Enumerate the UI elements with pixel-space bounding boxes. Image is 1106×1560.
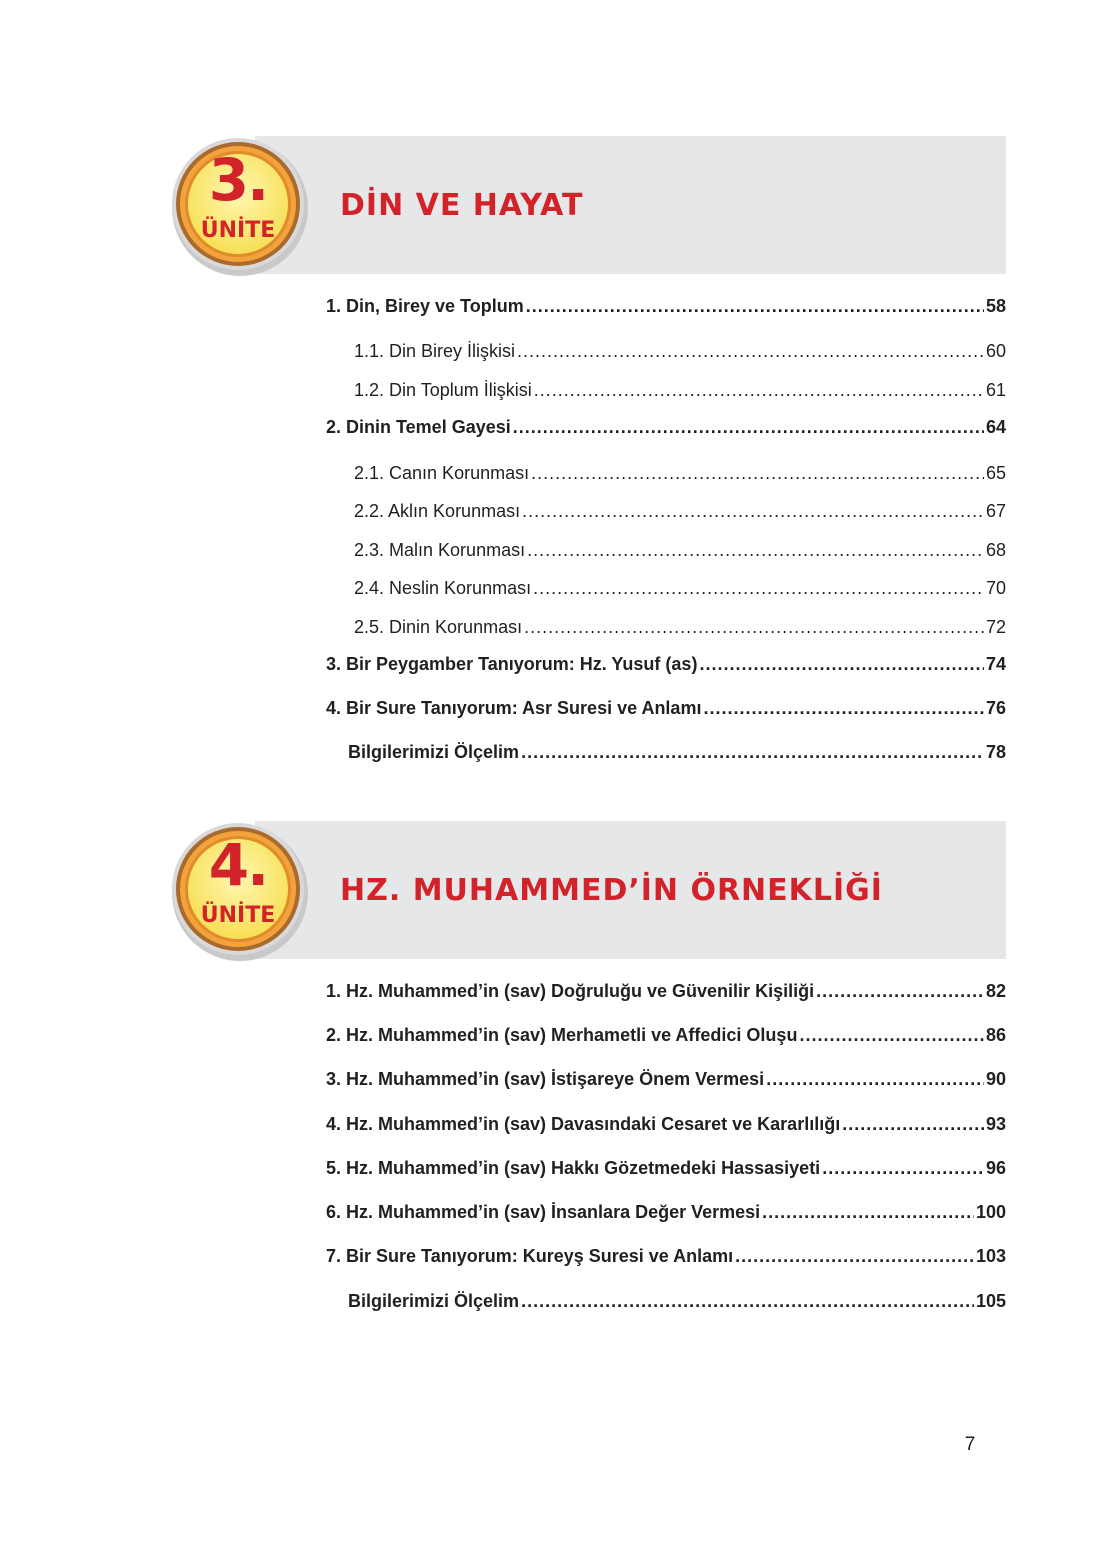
toc-entry-title: Bilgilerimizi Ölçelim [348, 742, 520, 762]
toc-entry[interactable] [326, 696, 1006, 720]
toc-entry-title: 6. Hz. Muhammed’in (sav) İnsanlara Değer Vermesi [326, 1202, 761, 1222]
unit-3-number: 3. [208, 146, 268, 214]
toc-leader-dots [521, 740, 984, 764]
toc-entry-page: 60 [985, 341, 1006, 361]
toc-entry-title: 2. Dinin Temel Gayesi [326, 417, 511, 437]
toc-entry[interactable] [326, 1244, 1006, 1268]
toc-leader-dots [703, 696, 984, 720]
toc-entry-title: 1. Hz. Muhammed’in (sav) Doğruluğu ve Güvenilir Kişiliği [326, 981, 815, 1001]
unit-3-title: DİN VE HAYAT [340, 188, 584, 223]
unit-4-label: ÜNİTE [200, 903, 276, 928]
toc-leader-dots [522, 499, 984, 523]
toc-entry[interactable] [326, 979, 1006, 1003]
toc-entry-page: 86 [985, 1025, 1006, 1045]
toc-entry-title: 3. Hz. Muhammed’in (sav) İstişareye Önem Vermesi [326, 1069, 765, 1089]
toc-leader-dots [534, 378, 984, 402]
toc-entry-page: 65 [985, 463, 1006, 483]
toc-entry[interactable] [354, 339, 1006, 363]
toc-entry[interactable] [354, 499, 1006, 523]
toc-entry-title: 2.3. Malın Korunması [354, 540, 526, 560]
toc-entry[interactable] [354, 461, 1006, 485]
toc-entry[interactable] [326, 652, 1006, 676]
toc-entry[interactable] [326, 1156, 1006, 1180]
toc-leader-dots [524, 615, 984, 639]
toc-entry-page: 74 [985, 654, 1006, 674]
toc-entry-title: 4. Hz. Muhammed’in (sav) Davasındaki Cesaret ve Kararlılığı [326, 1114, 841, 1134]
toc-entry-page: 72 [985, 617, 1006, 637]
toc-entry-title: Bilgilerimizi Ölçelim [348, 1291, 520, 1311]
toc-entry[interactable] [348, 1289, 1006, 1313]
toc-entry-page: 58 [985, 296, 1006, 316]
toc-leader-dots [822, 1156, 984, 1180]
toc-entry-title: 7. Bir Sure Tanıyorum: Kureyş Suresi ve Anlamı [326, 1246, 734, 1266]
toc-entry-page: 100 [975, 1202, 1006, 1222]
toc-leader-dots [533, 576, 984, 600]
toc-entry-title: 2. Hz. Muhammed’in (sav) Merhametli ve Affedici Oluşu [326, 1025, 798, 1045]
toc-entry-page: 103 [975, 1246, 1006, 1266]
toc-entry-title: 2.4. Neslin Korunması [354, 578, 532, 598]
toc-leader-dots [699, 652, 984, 676]
toc-entry[interactable] [326, 1112, 1006, 1136]
unit-3-label: ÜNİTE [200, 218, 276, 243]
toc-entry-page: 82 [985, 981, 1006, 1001]
toc-leader-dots [735, 1244, 974, 1268]
toc-entry-title: 5. Hz. Muhammed’in (sav) Hakkı Gözetmedeki Hassasiyeti [326, 1158, 821, 1178]
toc-leader-dots [521, 1289, 974, 1313]
unit-3-badge [170, 136, 310, 276]
toc-leader-dots [762, 1200, 974, 1224]
toc-entry-title: 2.5. Dinin Korunması [354, 617, 523, 637]
toc-entry[interactable] [326, 1067, 1006, 1091]
toc-entry-page: 67 [985, 501, 1006, 521]
toc-entry-title: 2.1. Canın Korunması [354, 463, 530, 483]
toc-leader-dots [517, 339, 984, 363]
toc-entry[interactable] [354, 378, 1006, 402]
toc-entry-page: 70 [985, 578, 1006, 598]
toc-entry-page: 61 [985, 380, 1006, 400]
unit-4-title: HZ. MUHAMMED’İN ÖRNEKLİĞİ [340, 873, 883, 908]
toc-leader-dots [527, 538, 984, 562]
toc-leader-dots [513, 415, 984, 439]
toc-entry-title: 2.2. Aklın Korunması [354, 501, 521, 521]
toc-leader-dots [531, 461, 984, 485]
toc-entry[interactable] [354, 615, 1006, 639]
toc-entry-page: 105 [975, 1291, 1006, 1311]
toc-entry-title: 1.1. Din Birey İlişkisi [354, 341, 516, 361]
toc-entry-title: 3. Bir Peygamber Tanıyorum: Hz. Yusuf (as) [326, 654, 698, 674]
toc-entry-page: 68 [985, 540, 1006, 560]
page-number: 7 [964, 1434, 976, 1455]
toc-leader-dots [816, 979, 984, 1003]
toc-entry[interactable] [348, 740, 1006, 764]
toc-entry-page: 78 [985, 742, 1006, 762]
toc-leader-dots [526, 294, 984, 318]
unit-4-number: 4. [208, 831, 268, 899]
unit-4-badge [170, 821, 310, 961]
toc-entry-title: 1. Din, Birey ve Toplum [326, 296, 524, 316]
toc-entry-page: 76 [985, 698, 1006, 718]
toc-entry[interactable] [354, 538, 1006, 562]
toc-entry[interactable] [354, 576, 1006, 600]
toc-entry[interactable] [326, 1023, 1006, 1047]
toc-entry[interactable] [326, 294, 1006, 318]
toc-entry-page: 90 [985, 1069, 1006, 1089]
toc-leader-dots [842, 1112, 984, 1136]
toc-entry[interactable] [326, 415, 1006, 439]
toc-entry-title: 1.2. Din Toplum İlişkisi [354, 380, 532, 400]
toc-leader-dots [799, 1023, 984, 1047]
toc-entry[interactable] [326, 1200, 1006, 1224]
toc-entry-page: 64 [985, 417, 1006, 437]
toc-leader-dots [766, 1067, 984, 1091]
toc-entry-title: 4. Bir Sure Tanıyorum: Asr Suresi ve Anlamı [326, 698, 702, 718]
toc-entry-page: 96 [985, 1158, 1006, 1178]
toc-entry-page: 93 [985, 1114, 1006, 1134]
